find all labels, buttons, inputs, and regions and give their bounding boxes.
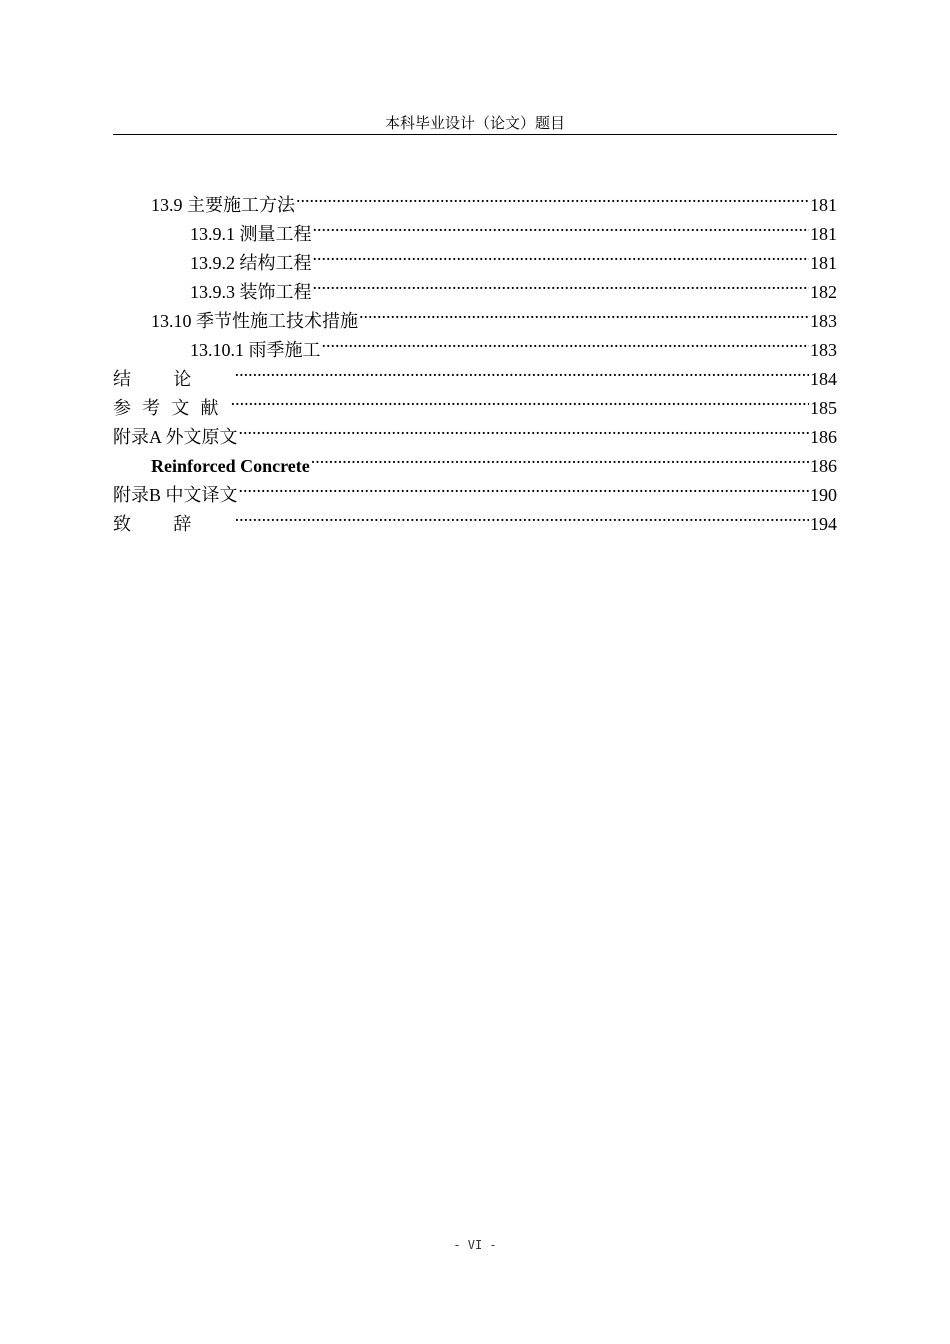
toc-entry-page: 183 [810, 340, 837, 360]
toc-entry-page: 181 [810, 195, 837, 215]
toc-entry-label: 致辞 [113, 514, 234, 534]
toc-entry-page: 183 [810, 311, 837, 331]
toc-dot-leader [311, 443, 809, 472]
toc-entry-label: 附录B 中文译文 [113, 485, 238, 505]
page-footer [0, 1236, 950, 1254]
table-of-contents [113, 182, 837, 534]
toc-dot-leader [235, 501, 809, 530]
toc-entry-label: 结论 [113, 369, 234, 389]
toc-entry-label: 13.9 主要施工方法 [151, 195, 295, 215]
toc-entry-page: 184 [810, 369, 837, 389]
toc-entry[interactable] [113, 182, 837, 215]
page-number: - VI - [453, 1238, 497, 1252]
toc-dot-leader [313, 211, 810, 240]
toc-entry-label: 参考文献 [113, 398, 230, 418]
toc-entry-page: 194 [810, 514, 837, 534]
toc-entry-label: 13.9.1 测量工程 [190, 224, 312, 244]
toc-entry-label: 13.10.1 雨季施工 [190, 340, 321, 360]
toc-entry-page: 182 [810, 282, 837, 302]
toc-entry-page: 190 [810, 485, 837, 505]
toc-entry-page: 186 [810, 456, 837, 476]
toc-dot-leader [313, 269, 810, 298]
toc-entry-label: 附录A 外文原文 [113, 427, 238, 447]
toc-dot-leader [235, 356, 809, 385]
toc-entry-label: 13.10 季节性施工技术措施 [151, 311, 358, 331]
header-title: 本科毕业设计（论文）题目 [384, 116, 565, 132]
toc-dot-leader [359, 298, 809, 327]
toc-dot-leader [322, 327, 810, 356]
toc-dot-leader [239, 414, 809, 443]
toc-dot-leader [239, 472, 809, 501]
toc-dot-leader [296, 182, 809, 211]
toc-entry-page: 181 [810, 224, 837, 244]
toc-entry-label: 13.9.2 结构工程 [190, 253, 312, 273]
toc-dot-leader [313, 240, 810, 269]
page-header [113, 114, 837, 135]
toc-entry-page: 185 [810, 398, 837, 418]
toc-entry-page: 186 [810, 427, 837, 447]
toc-entry-label: 13.9.3 装饰工程 [190, 282, 312, 302]
toc-entry-label: Reinforced Concrete [151, 456, 310, 476]
toc-dot-leader [231, 385, 809, 414]
toc-entry-page: 181 [810, 253, 837, 273]
